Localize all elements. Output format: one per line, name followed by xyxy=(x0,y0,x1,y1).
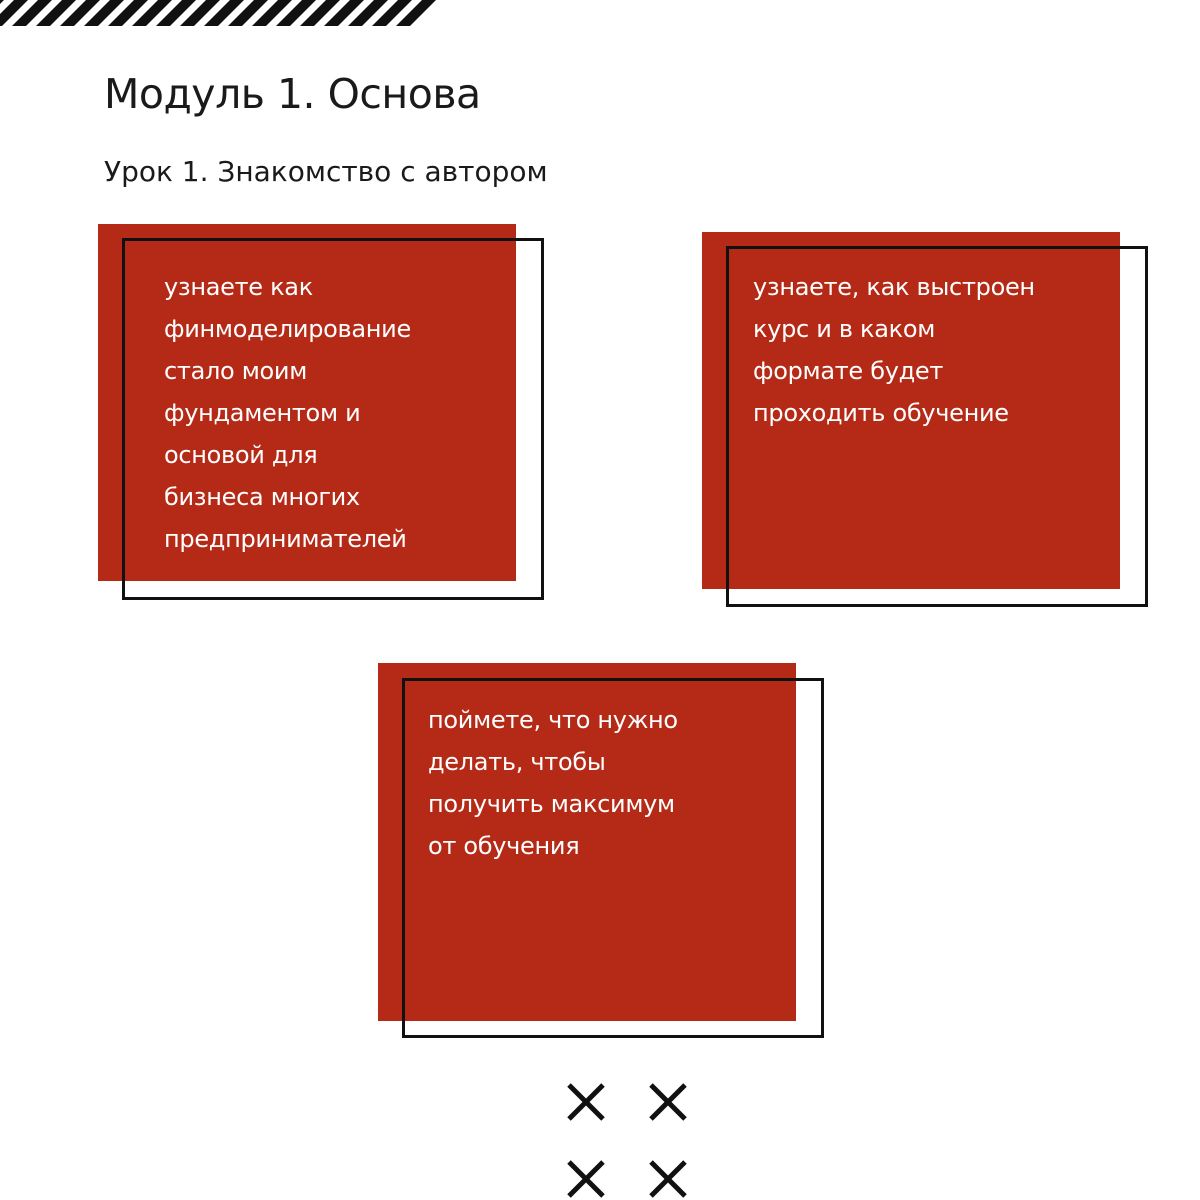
cross-icon xyxy=(651,1162,685,1196)
card-text-line: формате будет xyxy=(753,357,944,385)
cross-pattern-icon xyxy=(560,1076,700,1200)
card-text-line: стало моим xyxy=(164,357,308,385)
cross-icon xyxy=(569,1162,603,1196)
card-text xyxy=(753,266,1035,434)
card-text-line: узнаете как xyxy=(164,273,313,301)
card-text-line: основой для xyxy=(164,441,318,469)
cross-icon xyxy=(651,1085,685,1119)
card-text-line: предпринимателей xyxy=(164,525,407,553)
lesson-title: Урок 1. Знакомство с автором xyxy=(104,155,548,188)
card-text-line: делать, чтобы xyxy=(428,748,606,776)
card-text-line: финмоделирование xyxy=(164,315,411,343)
card-text-line: поймете, что нужно xyxy=(428,706,678,734)
card-text-line: курс и в каком xyxy=(753,315,936,343)
diagonal-stripes-icon xyxy=(0,0,436,30)
card-text-line: бизнеса многих xyxy=(164,483,360,511)
cross-icon xyxy=(569,1085,603,1119)
card-text xyxy=(428,699,678,867)
card-text-line: проходить обучение xyxy=(753,399,1009,427)
card-text-line: фундаментом и xyxy=(164,399,361,427)
card-text-line: получить максимум xyxy=(428,790,675,818)
card-text-line: от обучения xyxy=(428,832,580,860)
module-title: Модуль 1. Основа xyxy=(104,70,481,118)
card-text xyxy=(164,266,411,560)
card-text-line: узнаете, как выстроен xyxy=(753,273,1035,301)
